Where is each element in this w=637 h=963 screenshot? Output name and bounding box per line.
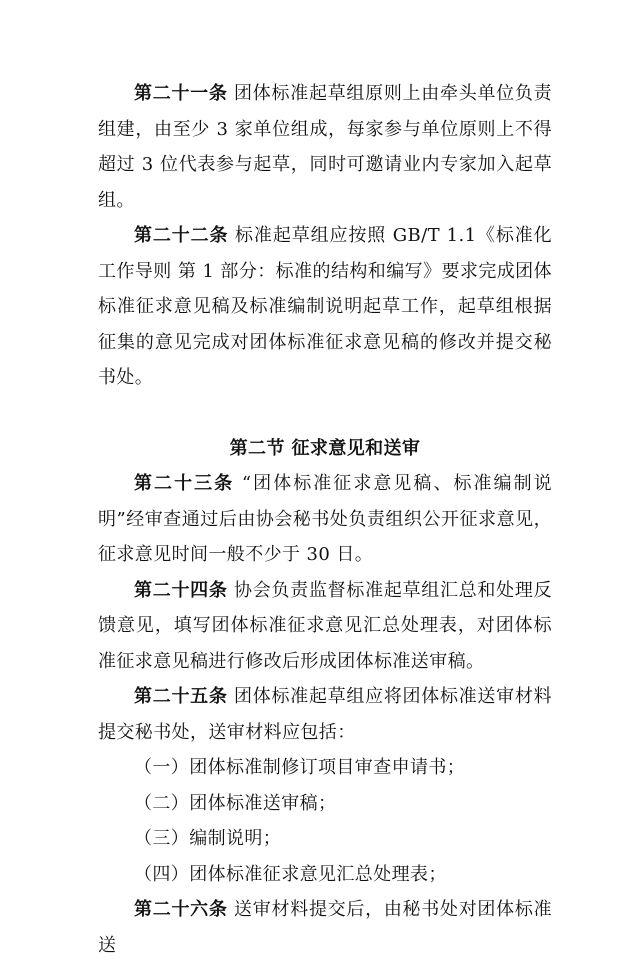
article-22-text: 标准起草组应按照 GB/T 1.1《标准化工作导则 第 1 部分：标准的结构和编写》要求完成团体标准征求意见稿及标准编制说明起草工作，起草组根据征集的意见完成对团体标准征求意见稿的修改并提交秘书处。 <box>98 225 552 388</box>
article-23-text: “团体标准征求意见稿、标准编制说明”经审查通过后由协会秘书处负责组织公开征求意见，征求意见时间一般不少于 30 日。 <box>98 473 553 565</box>
list-item: （三）编制说明； <box>134 828 282 849</box>
article-21-label: 第二十一条 <box>134 83 228 104</box>
article-22 <box>98 218 552 396</box>
article-25-label: 第二十五条 <box>134 686 228 707</box>
article-25 <box>98 679 552 750</box>
article-26-text: 送审材料提交后，由秘书处对团体标准送 <box>98 899 552 956</box>
article-23 <box>98 466 552 573</box>
article-24-label: 第二十四条 <box>134 579 228 601</box>
article-24-text: 协会负责监督标准起草组汇总和处理反馈意见，填写团体标准征求意见汇总处理表，对团体标准征求意见稿进行修改后形成团体标准送审稿。 <box>98 579 552 672</box>
list-item: （四）团体标准征求意见汇总处理表； <box>134 863 447 885</box>
section-title: 第二节 征求意见和送审 <box>229 437 421 459</box>
article-21-text: 团体标准起草组原则上由牵头单位负责组建，由至少 3 家单位组成，每家参与单位原则上不得超过 3 位代表参与起草，同时可邀请业内专家加入起草组。 <box>98 83 552 211</box>
list-item: （一）团体标准制修订项目审查申请书； <box>134 757 466 778</box>
section-spacer <box>98 396 552 431</box>
list-item: （二）团体标准送审稿； <box>134 792 337 814</box>
article-25-text: 团体标准起草组应将团体标准送审材料提交秘书处，送审材料应包括： <box>98 686 552 743</box>
article-21 <box>98 76 552 218</box>
article-24 <box>98 573 552 680</box>
article-26-label: 第二十六条 <box>134 899 228 920</box>
article-22-label: 第二十二条 <box>134 225 229 246</box>
article-26 <box>98 892 552 963</box>
article-23-label: 第二十三条 <box>134 473 235 494</box>
